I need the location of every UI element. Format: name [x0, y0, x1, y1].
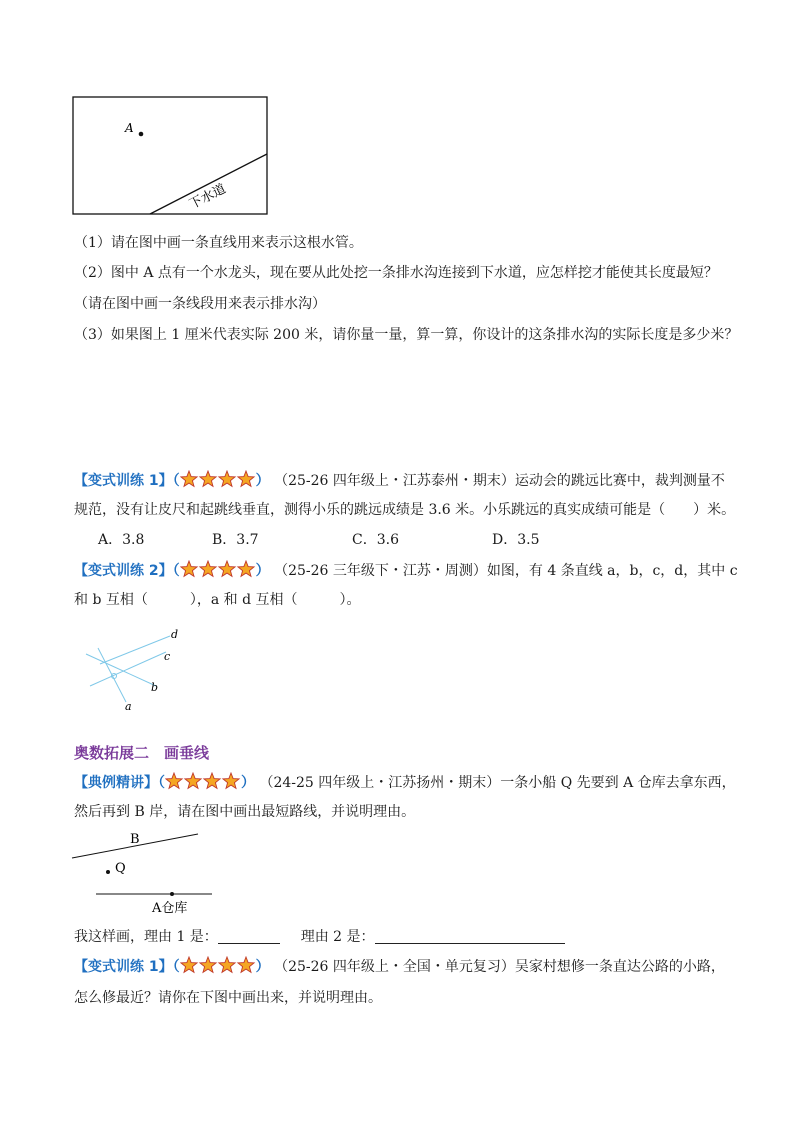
- section-title: 奥数拓展二 画垂线: [74, 744, 210, 762]
- ex1-source: （25-26 四年级上・江苏泰州・期末）: [274, 473, 515, 489]
- q1-item-1: （1）请在图中画一条直线用来表示这根水管。: [74, 235, 363, 251]
- ex3-line1: 【变式训练 1】（ ） （25-26 四年级上・全国・单元复习）吴家村想修一条直达公路的小路，: [74, 956, 725, 977]
- reason2-blank[interactable]: [375, 929, 565, 944]
- star-icon: [166, 773, 182, 788]
- star-icon: [219, 957, 235, 972]
- sewer-label: 下水道: [187, 181, 229, 213]
- q1-item-2: （2）图中 A 点有一个水龙头，现在要从此处挖一条排水沟连接到下水道，应怎样挖才能使其长度最短？: [74, 265, 718, 281]
- difficulty-stars: [180, 470, 256, 488]
- q1-item-4: （3）如果图上 1 厘米代表实际 200 米，请你量一量，算一算，你设计的这条排水沟的实际长度是多少米？: [74, 327, 739, 343]
- figure-boat: [70, 826, 220, 918]
- label-shore-b: B: [130, 832, 140, 847]
- star-icon: [181, 561, 197, 576]
- star-icon: [200, 957, 216, 972]
- point-a-label: A: [125, 121, 134, 135]
- star-icon: [185, 773, 201, 788]
- star-icon: [238, 561, 254, 576]
- ex2-source: （25-26 三年级下・江苏・周测）: [274, 563, 487, 579]
- line-b: [86, 654, 156, 686]
- star-icon: [204, 773, 220, 788]
- star-icon: [181, 957, 197, 972]
- star-icon: [238, 471, 254, 486]
- ex1-option-d: D．3.5: [492, 532, 540, 548]
- ex1-text1: 运动会的跳远比赛中，裁判测量不: [514, 473, 725, 489]
- figure-sewer: [72, 96, 270, 216]
- label-c: c: [164, 650, 171, 663]
- example-source: （24-25 四年级上・江苏扬州・期末）: [259, 775, 501, 791]
- ex3-text2: 怎么修最近？请你在下图中画出来，并说明理由。: [74, 990, 382, 1006]
- reason1-label: 我这样画，理由 1 是：: [74, 929, 218, 945]
- label-d: d: [171, 628, 179, 641]
- star-icon: [238, 957, 254, 972]
- ex2-line1: 【变式训练 2】（ ） （25-26 三年级下・江苏・周测）如图，有 4 条直线 a，b，c，d，其中 c: [74, 560, 738, 581]
- label-boat-q: Q: [115, 861, 126, 876]
- ex3-source: （25-26 四年级上・全国・单元复习）: [274, 959, 515, 975]
- star-icon: [181, 471, 197, 486]
- q1-item-3: （请在图中画一条线段用来表示排水沟）: [74, 296, 326, 312]
- label-warehouse-a: A仓库: [152, 901, 188, 916]
- ex2-text2: 和 b 互相（ ），a 和 d 互相（ ）。: [74, 592, 361, 608]
- difficulty-stars: [180, 956, 256, 974]
- ex1-tag: 【变式训练 1】: [74, 473, 173, 489]
- reason2-label: 理由 2 是：: [300, 929, 375, 945]
- difficulty-stars: [180, 560, 256, 578]
- example-text2: 然后再到 B 岸，请在图中画出最短路线，并说明理由。: [74, 804, 416, 820]
- warehouse-a: [170, 892, 174, 896]
- star-icon: [219, 561, 235, 576]
- ex2-tag: 【变式训练 2】: [74, 563, 173, 579]
- line-d: [100, 636, 170, 664]
- ex1-option-a: A．3.8: [98, 532, 145, 548]
- example-text1: 一条小船 Q 先要到 A 仓库去拿东西，: [500, 775, 736, 791]
- difficulty-stars: [165, 772, 241, 790]
- figure-frame: [73, 97, 267, 214]
- ex1-line1: 【变式训练 1】（ ） （25-26 四年级上・江苏泰州・期末）运动会的跳远比赛中，裁判测量不: [74, 470, 725, 491]
- example-line1: 【典例精讲】（ ） （24-25 四年级上・江苏扬州・期末）一条小船 Q 先要到 A 仓库去拿东西，: [74, 772, 736, 793]
- example-tag: 【典例精讲】: [74, 775, 158, 791]
- answer-line: [74, 927, 565, 947]
- star-icon: [219, 471, 235, 486]
- ex1-option-b: B．3.7: [212, 532, 259, 548]
- reason1-blank[interactable]: [218, 929, 280, 944]
- ex1-text2: 规范，没有让皮尺和起跳线垂直，测得小乐的跳远成绩是 3.6 米。小乐跳远的真实成绩可能是（ ）米。: [74, 502, 736, 518]
- star-icon: [223, 773, 239, 788]
- ex2-text1: 如图，有 4 条直线 a，b，c，d，其中 c: [486, 563, 738, 579]
- ex3-text1: 吴家村想修一条直达公路的小路，: [514, 959, 725, 975]
- star-icon: [200, 471, 216, 486]
- point-a: [139, 132, 144, 137]
- figure-four-lines: [76, 624, 186, 714]
- label-b: b: [151, 681, 159, 694]
- star-icon: [200, 561, 216, 576]
- ex1-option-c: C．3.6: [352, 532, 399, 548]
- boat-q: [106, 870, 110, 874]
- label-a: a: [125, 700, 132, 713]
- ex3-tag: 【变式训练 1】: [74, 959, 173, 975]
